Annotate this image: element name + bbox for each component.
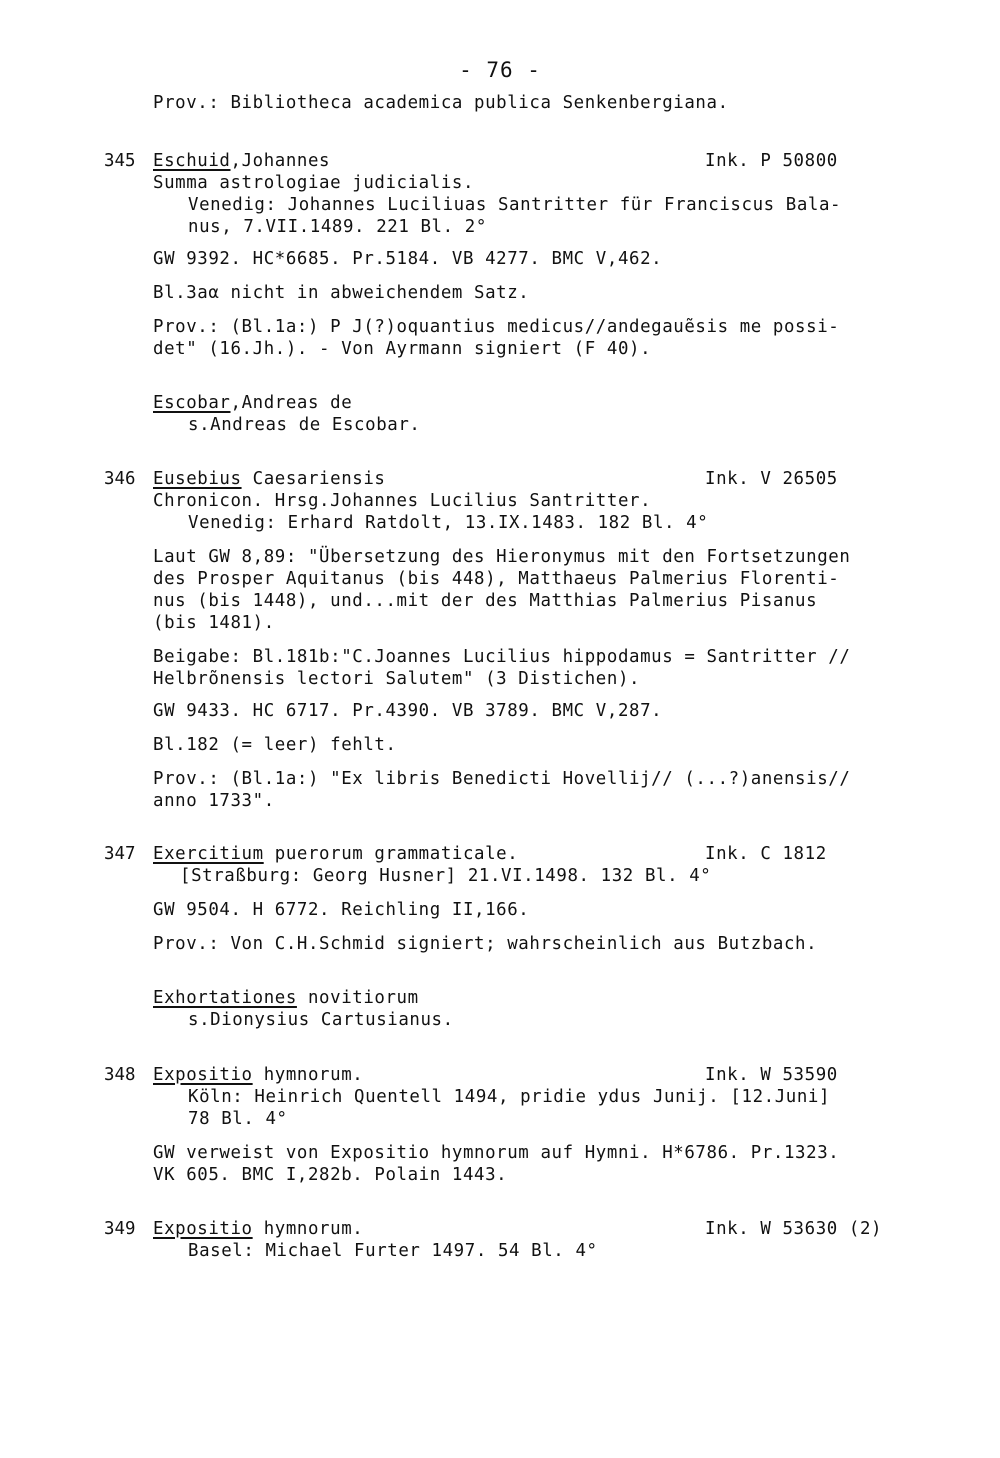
author-name: Eschuid (153, 151, 231, 171)
references: GW verweist von Expositio hymnorum auf Hymni. H*6786. Pr.1323. (153, 1143, 840, 1163)
entry-number: 345 (104, 151, 136, 171)
shelfmark: Ink. C 1812 (705, 844, 827, 864)
title-word: Exhortationes (153, 988, 297, 1008)
provenance: anno 1733". (153, 791, 275, 811)
entry-heading: Escobar,Andreas de (153, 393, 353, 413)
shelfmark: Ink. W 53590 (705, 1065, 838, 1085)
supplement: Beigabe: Bl.181b:"C.Joannes Lucilius hippodamus = Santritter // (153, 647, 851, 667)
entry-heading: Expositio hymnorum. (153, 1219, 364, 1239)
shelfmark: Ink. W 53630 (2) (705, 1219, 883, 1239)
entry-title: Summa astrologiae judicialis. (153, 173, 475, 193)
supplement: Helbrõnensis lectori Salutem" (3 Distichen). (153, 669, 641, 689)
note: (bis 1481). (153, 613, 275, 633)
imprint: Venedig: Johannes Luciliuas Santritter für Franciscus Bala- (188, 195, 842, 215)
note: nus (bis 1448), und...mit der des Matthias Palmerius Pisanus (153, 591, 818, 611)
title-word: Expositio (153, 1219, 253, 1239)
note: des Prosper Aquitanus (bis 448), Matthaeus Palmerius Florenti- (153, 569, 840, 589)
entry-title: Chronicon. Hrsg.Johannes Lucilius Santritter. (153, 491, 652, 511)
entry-number: 349 (104, 1219, 136, 1239)
entry-heading: Exercitium puerorum grammaticale. (153, 844, 519, 864)
imprint: Venedig: Erhard Ratdolt, 13.IX.1483. 182 Bl. 4° (188, 513, 709, 533)
imprint: Basel: Michael Furter 1497. 54 Bl. 4° (188, 1241, 598, 1261)
entry-heading: Eusebius Caesariensis (153, 469, 386, 489)
provenance: det" (16.Jh.). - Von Ayrmann signiert (F 40). (153, 339, 652, 359)
title-word: Exercitium (153, 844, 264, 864)
entry-heading: Exhortationes novitiorum (153, 988, 419, 1008)
author-name: Escobar (153, 393, 231, 413)
note: Bl.3aα nicht in abweichendem Satz. (153, 283, 530, 303)
title-word: Expositio (153, 1065, 253, 1085)
shelfmark: Ink. V 26505 (705, 469, 838, 489)
imprint: nus, 7.VII.1489. 221 Bl. 2° (188, 217, 487, 237)
provenance-line: Prov.: Bibliotheca academica publica Senkenbergiana. (153, 93, 729, 113)
provenance: Prov.: Von C.H.Schmid signiert; wahrscheinlich aus Butzbach. (153, 934, 818, 954)
see-reference: s.Andreas de Escobar. (188, 415, 421, 435)
entry-number: 346 (104, 469, 136, 489)
author-name: Eusebius (153, 469, 242, 489)
see-reference: s.Dionysius Cartusianus. (188, 1010, 454, 1030)
imprint: Köln: Heinrich Quentell 1494, pridie ydus Junij. [12.Juni] (188, 1087, 831, 1107)
references: GW 9504. H 6772. Reichling II,166. (153, 900, 530, 920)
provenance: Prov.: (Bl.1a:) "Ex libris Benedicti Hovellij// (...?)anensis// (153, 769, 851, 789)
shelfmark: Ink. P 50800 (705, 151, 838, 171)
provenance: Prov.: (Bl.1a:) P J(?)oquantius medicus//andegauẽsis me possi- (153, 317, 840, 337)
references: VK 605. BMC I,282b. Polain 1443. (153, 1165, 508, 1185)
note: Bl.182 (= leer) fehlt. (153, 735, 397, 755)
entry-heading: Expositio hymnorum. (153, 1065, 364, 1085)
imprint: 78 Bl. 4° (188, 1109, 288, 1129)
entry-heading: Eschuid,Johannes (153, 151, 331, 171)
entry-number: 347 (104, 844, 136, 864)
entry-number: 348 (104, 1065, 136, 1085)
references: GW 9433. HC 6717. Pr.4390. VB 3789. BMC V,287. (153, 701, 663, 721)
note: Laut GW 8,89: "Übersetzung des Hieronymus mit den Fortsetzungen (153, 547, 851, 567)
page-number: - 76 - (459, 58, 541, 82)
references: GW 9392. HC*6685. Pr.5184. VB 4277. BMC V,462. (153, 249, 663, 269)
imprint: [Straßburg: Georg Husner] 21.VI.1498. 132 Bl. 4° (180, 866, 712, 886)
